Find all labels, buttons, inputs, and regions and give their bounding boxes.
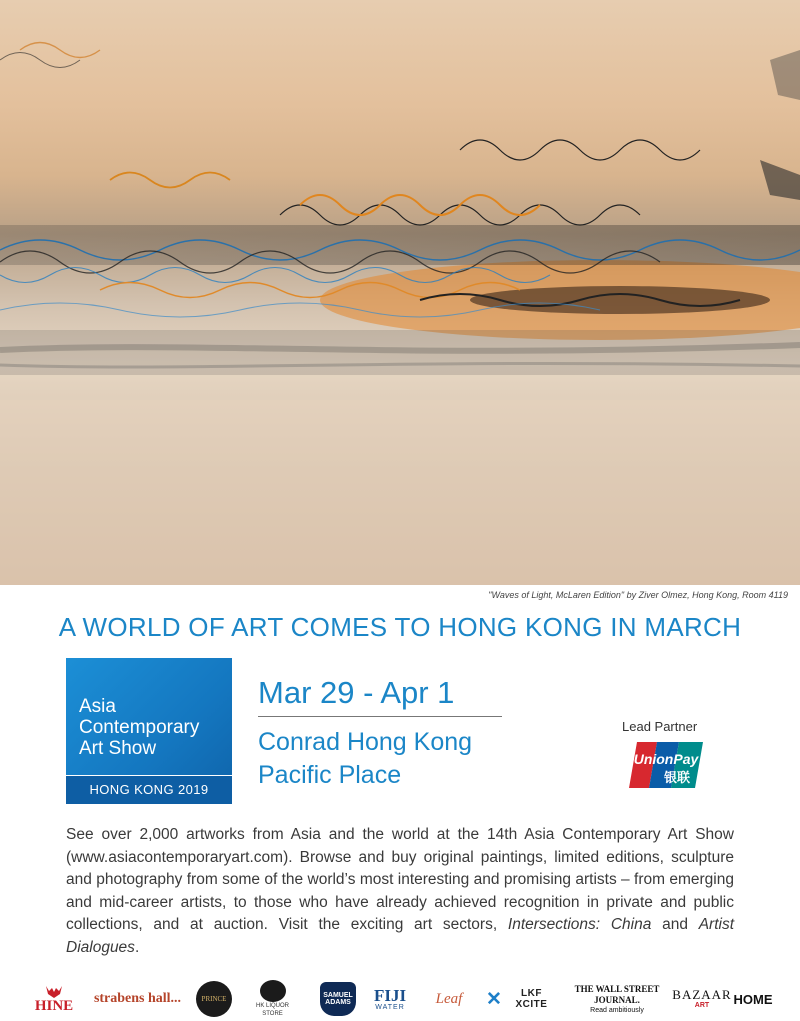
stag-icon [43,985,65,999]
sponsor-home[interactable] [730,980,776,1018]
sponsor-hine[interactable] [28,980,80,1018]
wsj-wordmark: THE WALL STREET JOURNAL. [574,983,660,1005]
artwork-caption: "Waves of Light, McLaren Edition" by Ziver Olmez, Hong Kong, Room 4119 [488,590,788,600]
x-mark-icon: ✕ [486,988,502,1010]
sector-artist-dialogues: Artist Dialogues [66,916,735,956]
hine-wordmark: HINE [34,997,74,1014]
lead-partner-label: Lead Partner [622,719,698,734]
samuel-adams-badge: SAMUEL ADAMS [320,982,356,1016]
prince-badge: PRINCE [196,981,232,1017]
sponsor-fiji-water[interactable] [372,980,408,1018]
unionpay-brand-cn: 银联 [663,771,691,786]
sponsor-strabens-hall[interactable] [90,980,185,1018]
divider-line [258,716,502,717]
event-dates: Mar 29 - Apr 1 [258,675,455,710]
logo-line-3: Art Show [79,738,157,759]
logo-title [79,696,199,759]
sponsor-wall-street-journal[interactable] [566,980,668,1018]
event-venue [258,726,472,792]
sponsor-hk-liquor-store[interactable] [245,980,300,1018]
fiji-water-wordmark: WATER [375,1004,405,1011]
logo-line-1: Asia [79,696,116,717]
page-headline: A WORLD OF ART COMES TO HONG KONG IN MARCH [58,612,742,642]
description-conjunction: and [651,916,699,933]
strabens-wordmark: strabens hall... [93,991,182,1006]
description-end: . [134,938,140,956]
logo-line-2: Contemporary [79,717,200,738]
logo-edition-strip: HONG KONG 2019 [66,775,232,804]
sector-intersections-china: Intersections: China [507,916,652,933]
sponsor-samuel-adams[interactable] [318,980,358,1018]
venue-line-2: Pacific Place [258,761,402,789]
sponsor-lkf-xcite[interactable] [486,980,558,1018]
lkf-xcite-wordmark: LKF XCITE [515,988,548,1010]
sponsor-leaf[interactable] [428,980,470,1018]
asia-contemporary-art-show-logo[interactable] [66,658,232,804]
fiji-wordmark: FIJI [373,986,407,1005]
hk-liquor-store-wordmark: HK LIQUOR STORE [255,1003,289,1017]
sponsor-bazaar-art[interactable] [672,980,732,1018]
venue-line-1: Conrad Hong Kong [258,728,473,756]
event-description [66,824,734,959]
bazaar-art-wordmark: ART [694,1002,710,1009]
unionpay-brand-text: UnionPay [633,751,699,767]
description-text: See over 2,000 artworks from Asia and the world at the 14th Asia Contemporary Art Show (www.asiacontemporaryart.com). Browse and buy original paintings, limited editions, sculpture and photography from some of the world’s most interesting and promising artists – from emerging and mid-career artists, to those who have already achieved recognition in private and public collections, and at auction. Visit the exciting art sectors, [66,826,734,933]
bazaar-wordmark: BAZAAR [672,987,732,1002]
leaf-wordmark: Leaf [435,990,463,1007]
unionpay-logo[interactable] [627,740,705,790]
wsj-tagline: Read ambitiously [590,1006,644,1014]
liquor-store-badge-icon [260,980,286,1002]
sponsor-logos-strip [0,980,800,1020]
sponsor-prince[interactable] [194,980,234,1018]
home-wordmark: HOME [733,991,773,1007]
